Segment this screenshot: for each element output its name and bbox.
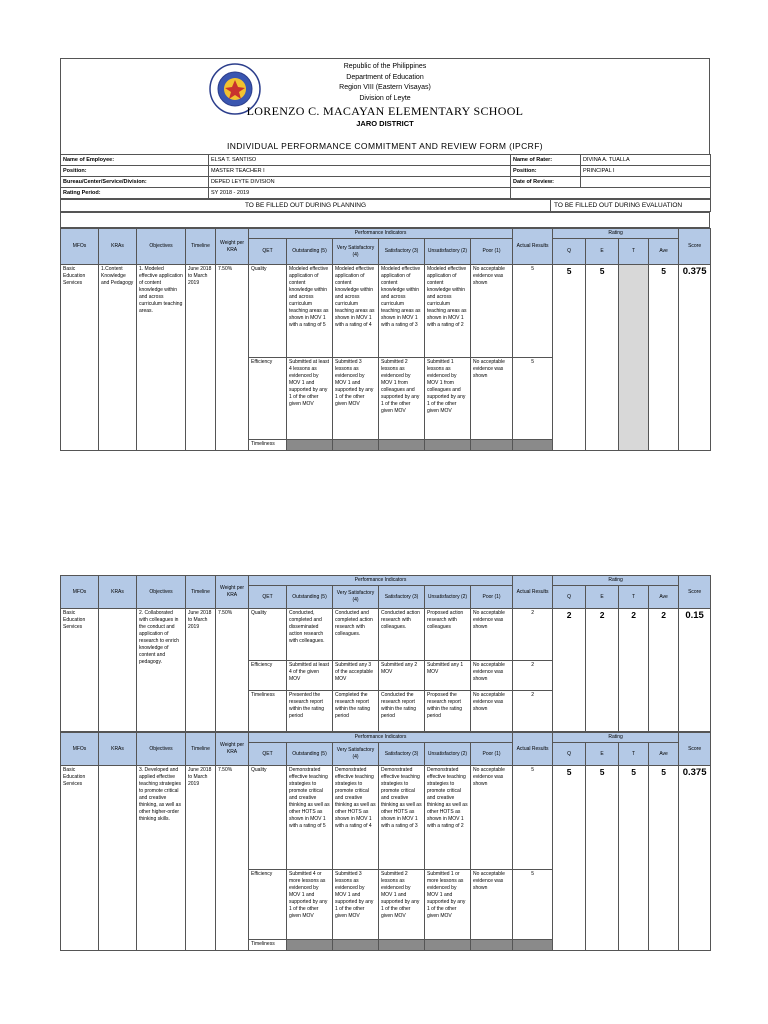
region-text: Region VIII (Eastern Visayas) [339, 84, 431, 91]
indicator-2: Proposed action research with colleagues [425, 609, 471, 661]
rating-ave: 5 [649, 766, 679, 951]
rating-e: 5 [586, 265, 619, 451]
weight-header: Weight per KRA [216, 229, 249, 265]
indicator-2: Modeled effective application of content knowledge within and across curriculum teaching areas as shown in MOV 1 with a rating of 2 [425, 265, 471, 358]
poor-header: Poor (1) [471, 239, 513, 265]
employee-name-label: Name of Employee: [61, 155, 209, 166]
q-header: Q [553, 586, 586, 609]
score-value: 0.375 [679, 265, 711, 451]
indicator-4: Completed the research report within the rating period [333, 691, 379, 732]
qet-cell: Efficiency [249, 358, 287, 440]
weight-cell: 7.50% [216, 265, 249, 451]
t-header: T [619, 239, 649, 265]
form-title: INDIVIDUAL PERFORMANCE COMMITMENT AND REVIEW FORM (IPCRF) [226, 141, 544, 151]
actual-result: 5 [513, 265, 553, 358]
indicator-3: Submitted 2 lessons as evidenced by MOV 1 from colleagues and supported by any 1 of the other given MOV [379, 358, 425, 440]
satisfactory-header: Satisfactory (3) [379, 239, 425, 265]
bureau-label: Bureau/Center/Service/Division: [61, 177, 209, 188]
bureau-value: DEPED LEYTE DIVISION [209, 177, 511, 188]
actual-result: 2 [513, 609, 553, 661]
rater-name-label: Name of Rater: [511, 155, 581, 166]
indicator-5 [287, 440, 333, 451]
planning-band: TO BE FILLED OUT DURING PLANNING [61, 200, 551, 212]
weight-cell: 7.50% [216, 609, 249, 732]
qet-cell: Quality [249, 265, 287, 358]
indicator-3: Submitted 2 lessons as evidenced by MOV 1 and supported by any 1 of the other given MOV [379, 870, 425, 940]
district-name: JARO DISTRICT [356, 119, 414, 128]
ave-header: Ave [649, 239, 679, 265]
timeline-cell: June 2018 to March 2019 [186, 766, 216, 951]
indicator-4: Demonstrated effective teaching strategies to promote critical and creative thinking as well as other HOTS as shown in MOV 1 with a rating of 4 [333, 766, 379, 870]
republic-text: Republic of the Philippines [343, 63, 427, 70]
objective-cell: 3. Developed and applied effective teaching strategies to promote critical and creative thinking, as well as other higher-order thinking skills. [137, 766, 186, 951]
employee-position-label: Position: [61, 166, 209, 177]
review-date [581, 177, 711, 188]
kras-header: KRAs [99, 733, 137, 766]
employee-info-table [60, 154, 711, 199]
rating-q: 5 [553, 265, 586, 451]
indicator-1: No acceptable evidence was shown [471, 358, 513, 440]
score-header: Score [679, 229, 711, 265]
performance-indicators-header: Performance Indicators [249, 576, 513, 586]
form-header [60, 58, 710, 154]
ave-header: Ave [649, 743, 679, 766]
mfos-header: MFOs [61, 229, 99, 265]
indicator-5: Demonstrated effective teaching strategies to promote critical and creative thinking as well as other HOTS as shown in MOV 1 with a rating of 5 [287, 766, 333, 870]
qet-cell: Quality [249, 609, 287, 661]
info-blank-cell [511, 188, 581, 199]
indicator-4: Submitted 3 lessons as evidenced by MOV 1 and supported by any 1 of the other given MOV [333, 870, 379, 940]
actual-result: 2 [513, 661, 553, 691]
timeline-cell: June 2018 to March 2019 [186, 609, 216, 732]
qet-header: QET [249, 239, 287, 265]
objectives-header: Objectives [137, 576, 186, 609]
score-header: Score [679, 733, 711, 766]
qet-header: QET [249, 586, 287, 609]
kra-cell: 1.Content Knowledge and Pedagogy [99, 265, 137, 451]
rating-t [619, 265, 649, 451]
very-satisfactory-header: Very Satisfactory (4) [333, 239, 379, 265]
indicator-3 [379, 440, 425, 451]
indicator-2 [425, 940, 471, 951]
objective-cell: 1. Modeled effective application of content knowledge within and across curriculum teaching areas. [137, 265, 186, 451]
indicator-4: Conducted and completed action research with colleagues. [333, 609, 379, 661]
kra-table-3 [60, 732, 711, 951]
unsatisfactory-header: Unsatisfactory (2) [425, 239, 471, 265]
weight-cell: 7.50% [216, 766, 249, 951]
rating-e: 2 [586, 609, 619, 732]
rating-header: Rating [553, 576, 679, 586]
e-header: E [586, 743, 619, 766]
kra-cell [99, 766, 137, 951]
rater-name: DIVINA A. TUALLA [581, 155, 711, 166]
objectives-header: Objectives [137, 733, 186, 766]
indicator-1: No acceptable evidence was shown [471, 265, 513, 358]
actual-results-header: Actual Results [513, 733, 553, 766]
outstanding-header: Outstanding (5) [287, 586, 333, 609]
indicator-4 [333, 440, 379, 451]
kras-header: KRAs [99, 576, 137, 609]
rating-q: 5 [553, 766, 586, 951]
section-band [60, 199, 711, 212]
indicator-3: Demonstrated effective teaching strategies to promote critical and creative thinking as well as other HOTS as shown in MOV 1 with a rating of 3 [379, 766, 425, 870]
actual-result: 5 [513, 358, 553, 440]
indicator-4: Submitted 3 lessons as evidenced by MOV 1 and supported by any 1 of the other given MOV [333, 358, 379, 440]
outstanding-header: Outstanding (5) [287, 239, 333, 265]
kra-table-1 [60, 228, 711, 451]
satisfactory-header: Satisfactory (3) [379, 586, 425, 609]
indicator-1: No acceptable evidence was shown [471, 870, 513, 940]
score-value: 0.15 [679, 609, 711, 732]
weight-header: Weight per KRA [216, 576, 249, 609]
score-value: 0.375 [679, 766, 711, 951]
very-satisfactory-header: Very Satisfactory (4) [333, 743, 379, 766]
indicator-3: Submitted any 2 MOV [379, 661, 425, 691]
indicator-5: Conducted, completed and disseminated action research with colleagues. [287, 609, 333, 661]
unsatisfactory-header: Unsatisfactory (2) [425, 586, 471, 609]
rating-header: Rating [553, 229, 679, 239]
actual-result: 2 [513, 691, 553, 732]
indicator-1: No acceptable evidence was shown [471, 691, 513, 732]
indicator-2: Submitted any 1 MOV [425, 661, 471, 691]
satisfactory-header: Satisfactory (3) [379, 743, 425, 766]
rater-position: PRINCIPAL I [581, 166, 711, 177]
header-text [61, 62, 709, 129]
qet-header: QET [249, 743, 287, 766]
score-header: Score [679, 576, 711, 609]
objective-cell: 2. Collaborated with colleagues in the conduct and application of research to enrich knowledge of content and pedagogy. [137, 609, 186, 732]
rating-q: 2 [553, 609, 586, 732]
indicator-1 [471, 940, 513, 951]
timeline-header: Timeline [186, 733, 216, 766]
unsatisfactory-header: Unsatisfactory (2) [425, 743, 471, 766]
q-header: Q [553, 239, 586, 265]
indicator-5: Submitted 4 or more lessons as evidenced by MOV 1 and supported by any 1 of the other given MOV [287, 870, 333, 940]
rating-period-label: Rating Period: [61, 188, 209, 199]
indicator-2: Proposed the research report within the rating period [425, 691, 471, 732]
document-page-2 [60, 575, 710, 951]
indicator-2 [425, 440, 471, 451]
ave-header: Ave [649, 586, 679, 609]
qet-cell: Quality [249, 766, 287, 870]
spacer-row [60, 212, 710, 228]
indicator-4 [333, 940, 379, 951]
indicator-5: Submitted at least 4 lessons as evidenced by MOV 1 and supported by any 1 of the other given MOV [287, 358, 333, 440]
rating-t: 2 [619, 609, 649, 732]
indicator-3: Conducted the research report within the rating period [379, 691, 425, 732]
indicator-5: Presented the research report within the rating period [287, 691, 333, 732]
department-text: Department of Education [346, 73, 424, 81]
mfos-header: MFOs [61, 733, 99, 766]
indicator-1: No acceptable evidence was shown [471, 661, 513, 691]
indicator-5 [287, 940, 333, 951]
qet-cell: Timeliness [249, 691, 287, 732]
qet-cell: Efficiency [249, 870, 287, 940]
outstanding-header: Outstanding (5) [287, 743, 333, 766]
employee-name: ELSA T. SANTISO [209, 155, 511, 166]
mfo-cell: Basic Education Services [61, 265, 99, 451]
poor-header: Poor (1) [471, 743, 513, 766]
qet-cell: Timeliness [249, 440, 287, 451]
very-satisfactory-header: Very Satisfactory (4) [333, 586, 379, 609]
mfos-header: MFOs [61, 576, 99, 609]
performance-indicators-header: Performance Indicators [249, 733, 513, 743]
document-page-1 [60, 58, 710, 451]
timeline-header: Timeline [186, 229, 216, 265]
rating-ave: 5 [649, 265, 679, 451]
t-header: T [619, 586, 649, 609]
t-header: T [619, 743, 649, 766]
mfo-cell: Basic Education Services [61, 609, 99, 732]
school-name: LORENZO C. MACAYAN ELEMENTARY SCHOOL [246, 104, 524, 118]
info-blank-cell [581, 188, 711, 199]
kra-cell [99, 609, 137, 732]
actual-result: 5 [513, 870, 553, 940]
review-date-label: Date of Review: [511, 177, 581, 188]
indicator-2: Submitted 1 or more lessons as evidenced by MOV 1 and supported by any 1 of the other given MOV [425, 870, 471, 940]
indicator-1: No acceptable evidence was shown [471, 766, 513, 870]
indicator-5: Modeled effective application of content knowledge within and across curriculum teaching areas as shown in MOV 1 with a rating of 5 [287, 265, 333, 358]
performance-indicators-header: Performance Indicators [249, 229, 513, 239]
objectives-header: Objectives [137, 229, 186, 265]
evaluation-band: TO BE FILLED OUT DURING EVALUATION [551, 200, 711, 212]
rating-ave: 2 [649, 609, 679, 732]
indicator-2: Submitted 1 lessons as evidenced by MOV 1 from colleagues and supported by any 1 of the other given MOV [425, 358, 471, 440]
rating-t: 5 [619, 766, 649, 951]
rater-position-label: Position: [511, 166, 581, 177]
indicator-4: Submitted any 3 of the acceptable MOV [333, 661, 379, 691]
indicator-3: Modeled effective application of content knowledge within and across curriculum teaching areas as shown in MOV 1 with a rating of 3 [379, 265, 425, 358]
qet-cell: Efficiency [249, 661, 287, 691]
indicator-2: Demonstrated effective teaching strategies to promote critical and creative thinking as well as other HOTS as shown in MOV 1 with a rating of 2 [425, 766, 471, 870]
actual-results-header: Actual Results [513, 229, 553, 265]
e-header: E [586, 239, 619, 265]
indicator-3: Conducted action research with colleagues. [379, 609, 425, 661]
indicator-4: Modeled effective application of content knowledge within and across curriculum teaching areas as shown in MOV 1 with a rating of 4 [333, 265, 379, 358]
kras-header: KRAs [99, 229, 137, 265]
kra-table-2 [60, 575, 711, 732]
spacer-cell [61, 213, 710, 228]
timeline-header: Timeline [186, 576, 216, 609]
indicator-3 [379, 940, 425, 951]
poor-header: Poor (1) [471, 586, 513, 609]
rating-header: Rating [553, 733, 679, 743]
e-header: E [586, 586, 619, 609]
rating-period: SY 2018 - 2019 [209, 188, 511, 199]
actual-result: 5 [513, 766, 553, 870]
mfo-cell: Basic Education Services [61, 766, 99, 951]
actual-result [513, 940, 553, 951]
indicator-5: Submitted at least 4 of the given MOV [287, 661, 333, 691]
actual-result [513, 440, 553, 451]
indicator-1: No acceptable evidence was shown [471, 609, 513, 661]
division-text: Division of Leyte [359, 94, 411, 102]
timeline-cell: June 2018 to March 2019 [186, 265, 216, 451]
actual-results-header: Actual Results [513, 576, 553, 609]
employee-position: MASTER TEACHER I [209, 166, 511, 177]
rating-e: 5 [586, 766, 619, 951]
weight-header: Weight per KRA [216, 733, 249, 766]
qet-cell: Timeliness [249, 940, 287, 951]
indicator-1 [471, 440, 513, 451]
q-header: Q [553, 743, 586, 766]
